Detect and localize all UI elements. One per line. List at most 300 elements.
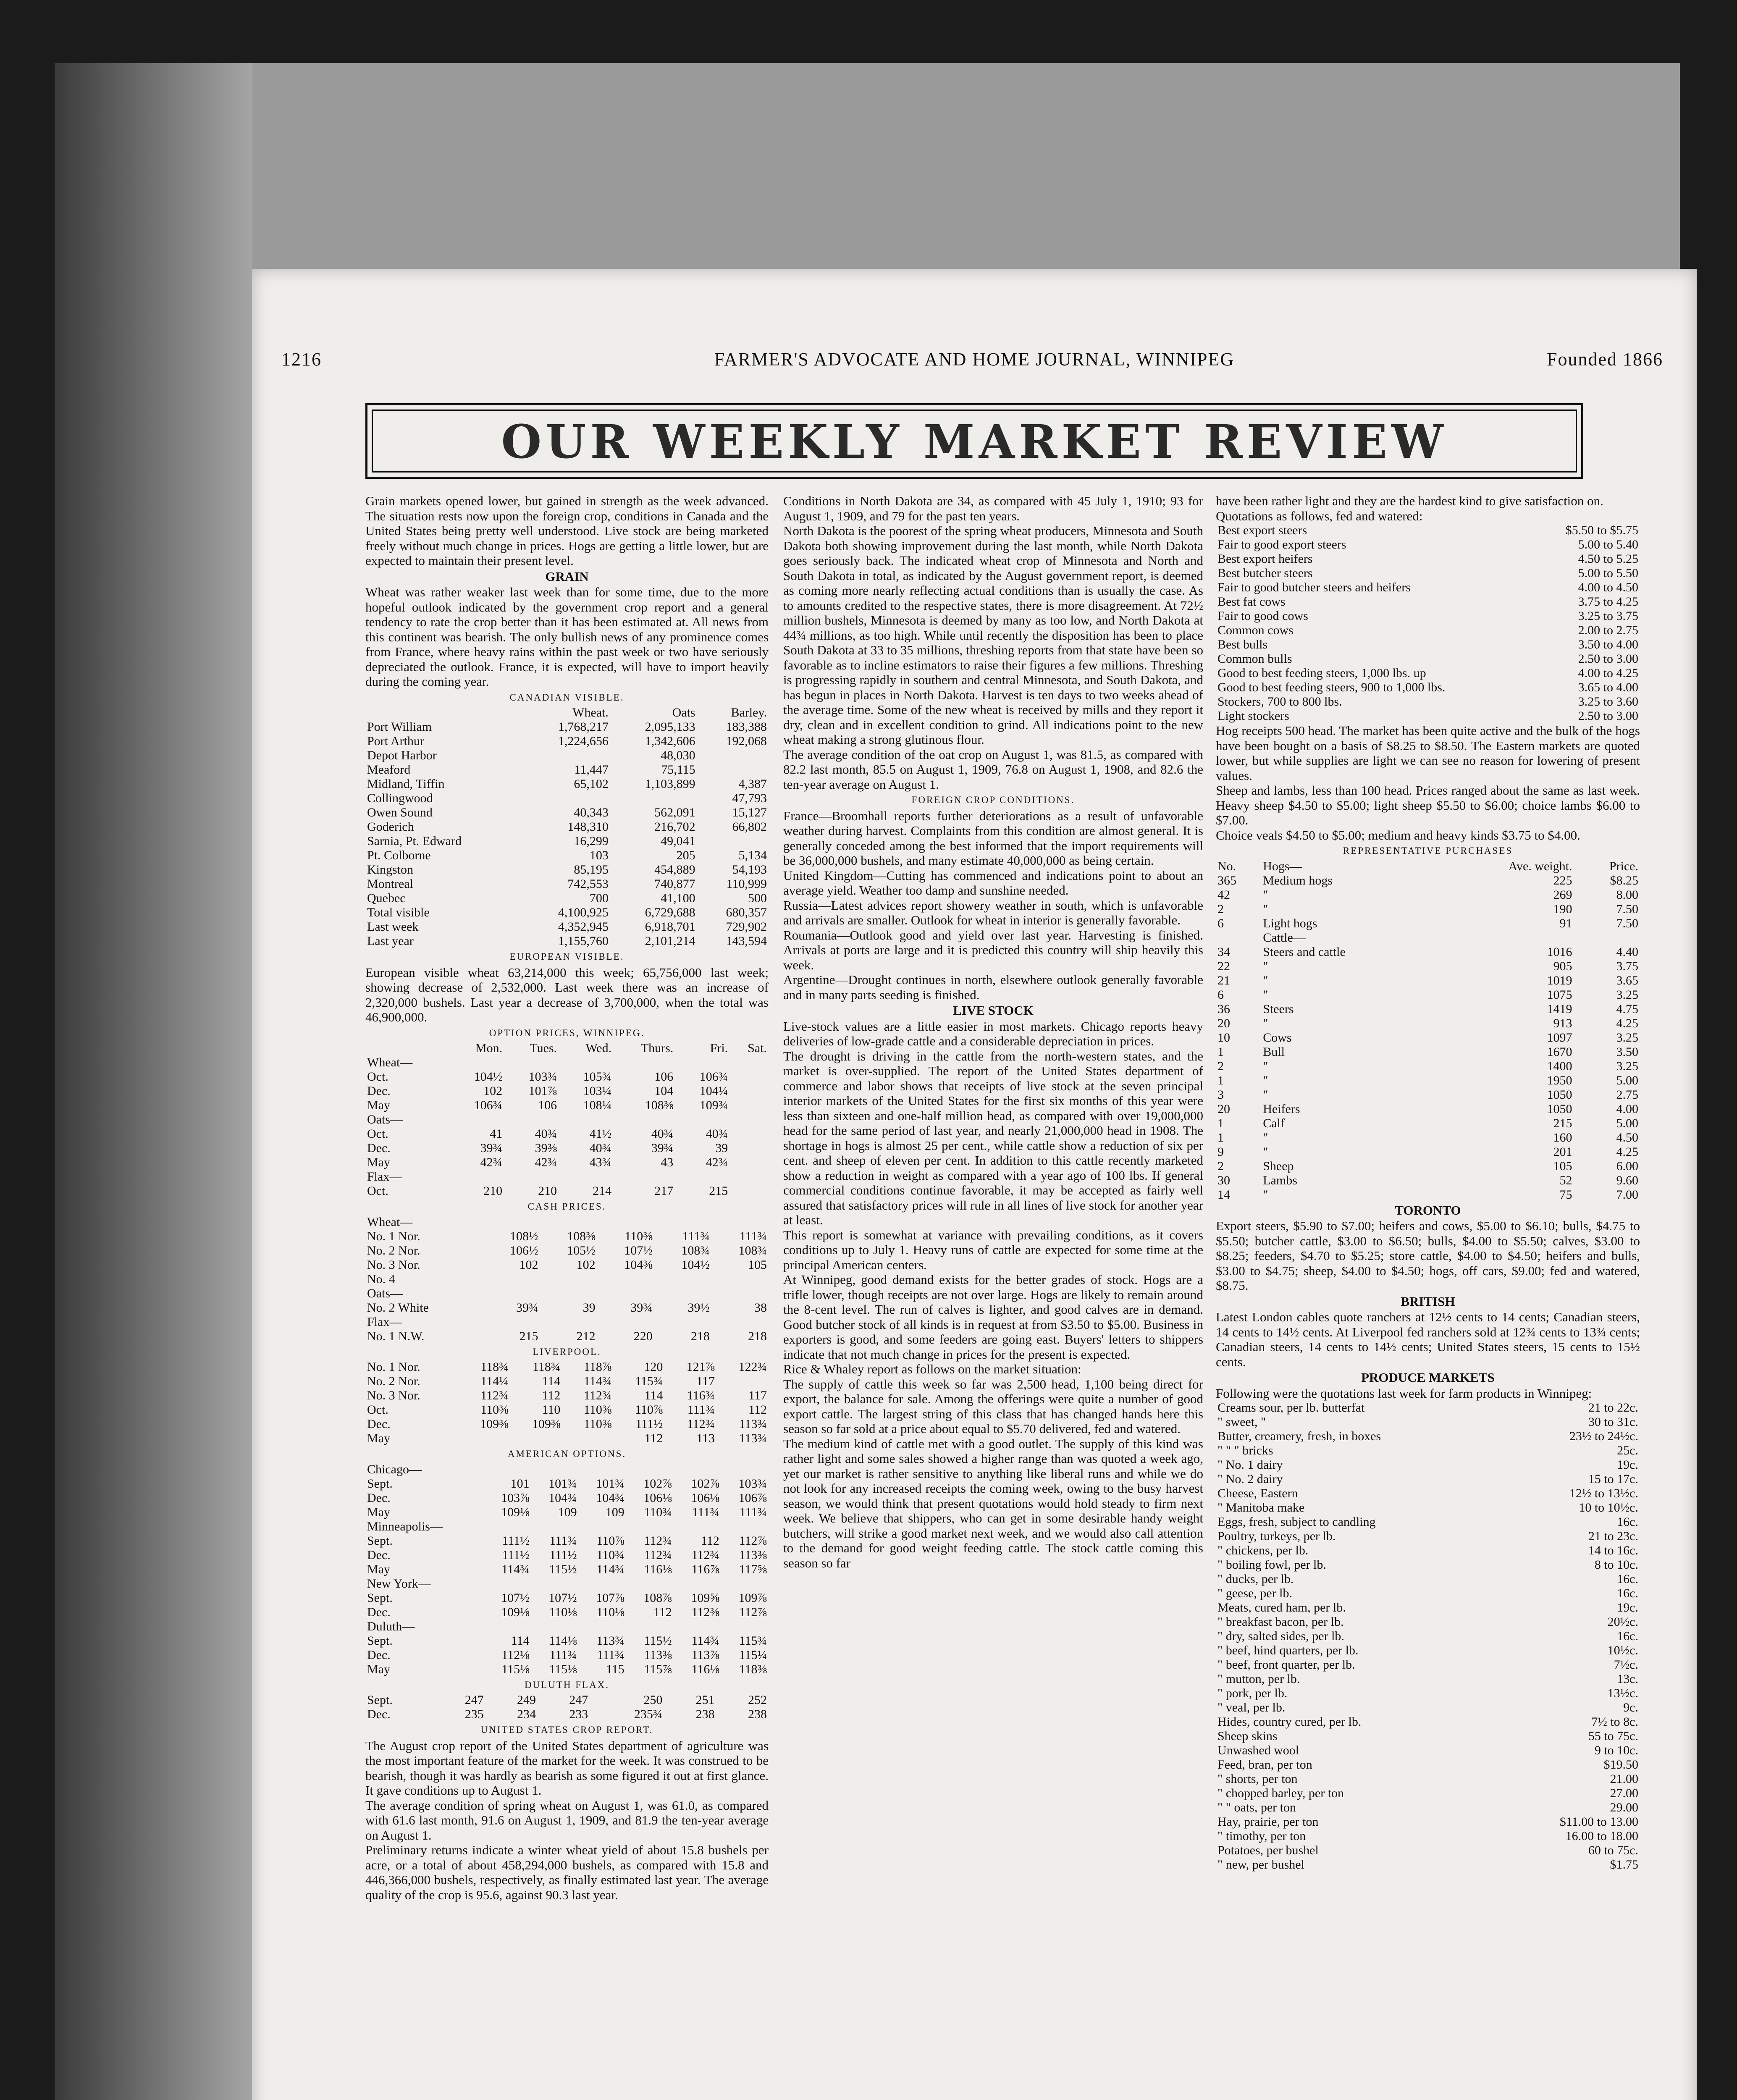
american-row — [365, 1648, 769, 1662]
cash-row-cell: 104⅜ — [624, 1257, 653, 1272]
cv-row-cell: 66,802 — [732, 820, 767, 834]
american-row-cell — [674, 1520, 721, 1534]
purchase-row-cell — [1574, 931, 1640, 945]
produce-row — [1216, 1458, 1640, 1472]
cv-row-cell: 700 — [589, 891, 609, 905]
purchase-row-cell: 1050 — [1547, 1102, 1572, 1116]
duluth-row-cell: 238 — [748, 1707, 767, 1721]
quote-row-cell: Fair to good butcher steers and heifers — [1217, 580, 1411, 594]
duluth-row-cell: Dec. — [367, 1707, 391, 1721]
american-options-table — [365, 1462, 769, 1677]
american-row-cell: 112⅜ — [691, 1605, 719, 1619]
op-row-cell: 106 — [654, 1070, 674, 1084]
cv-row-cell: Pt. Colborne — [367, 848, 431, 862]
cv-total-row-cell: 4,100,925 — [558, 906, 609, 919]
cv-row-cell: Meaford — [367, 763, 411, 777]
produce-row — [1216, 1786, 1640, 1801]
produce-row-cell: $1.75 — [1610, 1858, 1638, 1872]
cash-row-cell: 220 — [633, 1329, 653, 1343]
produce-row — [1216, 1429, 1640, 1444]
op-row-cell: 40¾ — [651, 1127, 674, 1141]
representative-purchases-heading: REPRESENTATIVE PURCHASES — [1343, 845, 1513, 856]
purchase-row-cell: $8.25 — [1610, 873, 1638, 887]
cv-row — [365, 877, 769, 891]
col2-paragraph: United Kingdom—Cutting has commenced and indications point to about an average yield. Weather too damp and sunshine needed. — [783, 868, 1203, 898]
american-row-cell — [484, 1620, 531, 1634]
op-row-cell — [613, 1113, 675, 1127]
page-number: 1216 — [281, 349, 322, 370]
purchase-row — [1216, 1045, 1640, 1059]
american-row-cell — [626, 1577, 674, 1591]
col2-paragraph: Rice & Whaley report as follows on the market situation: — [783, 1362, 1081, 1376]
produce-markets-heading: PRODUCE MARKETS — [1361, 1370, 1495, 1385]
cash-row-cell: 102 — [576, 1257, 596, 1272]
toronto-heading: TORONTO — [1395, 1202, 1461, 1218]
quote-row-cell: Fair to good export steers — [1217, 538, 1346, 551]
american-row-cell: 113⅞ — [691, 1648, 719, 1662]
cv-row-cell — [697, 834, 769, 848]
produce-row-cell: Sheep skins — [1217, 1729, 1278, 1743]
duluth-row-cell: 251 — [695, 1693, 715, 1707]
produce-row — [1216, 1658, 1640, 1672]
cash-row-cell: 108½ — [509, 1229, 538, 1243]
cash-row-cell: 215 — [519, 1329, 538, 1343]
purchase-row-cell: " — [1263, 1087, 1268, 1102]
purchase-row-cell: 20 — [1217, 1016, 1230, 1030]
cv-total-row-cell: 4,352,945 — [558, 920, 609, 934]
cash-row — [365, 1315, 769, 1329]
purchase-row-cell: 1670 — [1547, 1045, 1572, 1059]
cv-total-row-cell: 1,155,760 — [558, 934, 609, 948]
american-row — [365, 1462, 769, 1477]
purchase-row-cell: 7.00 — [1616, 1187, 1638, 1202]
american-row-cell: 112 — [653, 1605, 672, 1619]
produce-row-cell: Meats, cured ham, per lb. — [1217, 1601, 1346, 1614]
grain-paragraph: Wheat was rather weaker last week than for some time, due to the more hopeful outlook indicated by the government crop report and a general tendency to rate the crop better than it has been estimated at. All news from this continent was bearish. The only bullish news of any prominence comes from France, where heavy rains within the past week or two have seriously depreciated the outlook. France, it is expected, will have to import heavily during the coming year. — [365, 585, 769, 689]
cv-row-cell: 11,447 — [574, 763, 609, 777]
american-row — [365, 1620, 769, 1634]
cash-row-cell — [483, 1272, 540, 1286]
american-row-cell: 106⅛ — [691, 1491, 719, 1505]
cv-row-cell: Owen Sound — [367, 806, 433, 819]
purchase-row-cell: 34 — [1217, 945, 1230, 959]
quote-row-cell: Best fat cows — [1217, 595, 1286, 609]
col2-paragraph: The average condition of the oat crop on August 1, was 81.5, as compared with 82.2 last month, 85.5 on August 1, 1909, 76.8 on August 1, 1908, and 82.6 the ten-year average on August 1. — [783, 747, 1203, 792]
purchase-row — [1216, 874, 1640, 888]
european-visible-heading: EUROPEAN VISIBLE. — [509, 951, 624, 962]
purchase-row-cell: 3.25 — [1616, 1030, 1638, 1045]
liverpool-row-cell: 110⅞ — [635, 1403, 663, 1417]
duluth-row-cell: 247 — [569, 1693, 588, 1707]
cash-row-cell: No. 3 Nor. — [367, 1257, 420, 1272]
american-row-cell: 110¾ — [596, 1548, 624, 1562]
cv-row — [365, 863, 769, 877]
produce-row-cell: 23½ to 24½c. — [1569, 1429, 1638, 1443]
liverpool-row-cell: 114¾ — [584, 1374, 612, 1388]
produce-row — [1216, 1472, 1640, 1486]
cash-row-cell: Oats— — [367, 1286, 403, 1300]
cash-row-cell: 108¾ — [738, 1243, 767, 1257]
american-row-cell: 111½ — [502, 1533, 530, 1548]
american-row-cell: 117⅝ — [739, 1562, 767, 1576]
op-row-cell — [504, 1170, 559, 1184]
col2-paragraph: North Dakota is the poorest of the spring wheat producers, Minnesota and South Dakota both showing improvement during the last month, while North Dakota goes seriously back. The indicated wheat crop of Minnesota and North and South Dakota in total, as indicated by the August government report, is deemed as coming more nearly reflecting actual conditions than is usually the case. As to amounts credited to the respective states, there is more disagreement. At 72½ million bushels, Minnesota is deemed by many as too low, and North Dakota at 44¾ millions, as too high. While until recently the disposition has been to place South Dakota at 33 to 35 millions, threshing reports from that state have been so favorable as to incline estimators to raise their figures a few millions. Threshing is progressing rapidly in southern and central Minnesota, and South Dakota, and has begun in places in North Dakota. Harvest is ten days to two weeks ahead of the average time. Some of the new wheat is received by mills and they report it dry, clean and in excellent condition to grind. All indications point to the new wheat making a strong glutinous flour. — [783, 523, 1203, 747]
american-row — [365, 1491, 769, 1505]
quote-row — [1216, 609, 1640, 623]
cash-row — [365, 1215, 769, 1229]
op-row-cell: 41½ — [589, 1127, 612, 1141]
liverpool-row-cell: 112 — [542, 1389, 561, 1402]
purchase-row-cell: 7.50 — [1616, 916, 1638, 930]
purchase-row-cell: 52 — [1559, 1173, 1572, 1187]
produce-row-cell: " breakfast bacon, per lb. — [1217, 1615, 1344, 1629]
cash-row-cell: 110⅜ — [624, 1229, 653, 1243]
american-row-cell: 109⅝ — [691, 1591, 719, 1605]
purchase-row-cell: 1075 — [1547, 987, 1572, 1002]
cash-row-cell: No. 1 N.W. — [367, 1329, 425, 1343]
quote-row-cell: $5.50 to $5.75 — [1565, 523, 1638, 537]
purchase-row-cell: Cattle— — [1263, 930, 1306, 945]
cv-row-cell: 65,102 — [574, 777, 609, 791]
op-row-cell — [504, 1055, 559, 1070]
produce-table — [1216, 1401, 1640, 1872]
purchase-row-cell: 42 — [1217, 887, 1230, 902]
quote-row-cell: 3.65 to 4.00 — [1578, 680, 1638, 694]
col3-paragraph: have been rather light and they are the hardest kind to give satisfaction on. — [1216, 494, 1603, 508]
quote-row — [1216, 538, 1640, 552]
purchase-row — [1216, 1116, 1640, 1131]
american-row-cell — [579, 1520, 626, 1534]
cv-row-cell: 16,299 — [574, 834, 609, 848]
col2-paragraph: Russia—Latest advices report showery weather in south, which is unfavorable and arrivals are smaller. Outlook for wheat in interior is generally favorable. — [783, 898, 1203, 927]
purchase-row-cell: Steers — [1263, 1002, 1294, 1016]
purchase-row-cell: 1050 — [1547, 1087, 1572, 1102]
produce-row — [1216, 1529, 1640, 1544]
duluth-flax-table — [365, 1693, 769, 1722]
cash-row-cell — [711, 1272, 769, 1286]
liverpool-row-cell: Dec. — [367, 1417, 391, 1431]
american-row-cell — [721, 1520, 769, 1534]
produce-row-cell: " boiling fowl, per lb. — [1217, 1558, 1326, 1572]
produce-row — [1216, 1772, 1640, 1786]
produce-row — [1216, 1743, 1640, 1758]
cv-total-row-cell: Last year — [367, 934, 414, 948]
cash-row-cell — [483, 1286, 540, 1301]
op-row-cell: Oct. — [367, 1127, 388, 1141]
american-row-cell: 115¾ — [739, 1633, 767, 1648]
purchase-row — [1216, 1002, 1640, 1016]
american-row-cell: 114⅛ — [549, 1633, 577, 1648]
op-row — [365, 1170, 769, 1184]
op-row — [365, 1084, 769, 1098]
american-row-cell: New York— — [367, 1576, 431, 1591]
american-row-cell: 115⅛ — [549, 1662, 577, 1676]
american-row-cell: Dec. — [367, 1605, 391, 1619]
american-row-cell: 102⅞ — [643, 1476, 672, 1491]
american-row-cell: 111½ — [549, 1548, 577, 1562]
produce-row — [1216, 1858, 1640, 1872]
op-row-cell: 210 — [538, 1184, 557, 1198]
rp-col-header: Price. — [1609, 859, 1638, 873]
purchase-row-cell: " — [1263, 887, 1268, 902]
cv-row-cell: 40,343 — [574, 806, 609, 819]
purchase-row-cell: 9 — [1217, 1144, 1224, 1159]
cash-row-cell — [540, 1272, 597, 1286]
purchase-row — [1216, 1074, 1640, 1088]
cv-row-cell: 1,342,606 — [645, 734, 695, 748]
produce-row-cell: 14 to 16c. — [1588, 1544, 1638, 1557]
purchase-row — [1216, 931, 1640, 945]
cv-row — [365, 791, 769, 806]
american-row-cell: 114¾ — [691, 1633, 719, 1648]
purchase-row-cell: " — [1263, 1059, 1268, 1073]
quote-row-cell: Light stockers — [1217, 709, 1289, 723]
cv-row-cell: 742,553 — [567, 877, 609, 891]
liverpool-row-cell: No. 3 Nor. — [367, 1389, 420, 1402]
liverpool-row-cell: 113 — [696, 1431, 715, 1445]
produce-row-cell: 27.00 — [1610, 1786, 1638, 1800]
cv-row-cell — [523, 748, 610, 763]
op-row-cell: 210 — [483, 1184, 503, 1198]
purchase-row — [1216, 916, 1640, 931]
purchase-row — [1216, 1145, 1640, 1159]
cash-row — [365, 1329, 769, 1344]
american-row-cell — [484, 1520, 531, 1534]
produce-row-cell: 16c. — [1617, 1515, 1638, 1529]
purchase-row-cell: " — [1263, 1187, 1268, 1202]
cv-row-cell — [697, 763, 769, 777]
american-row-cell: 112 — [701, 1533, 719, 1548]
cash-row — [365, 1244, 769, 1258]
produce-row-cell: " " oats, per ton — [1217, 1801, 1296, 1814]
op-row-cell: 102 — [483, 1084, 503, 1098]
op-row-cell — [613, 1170, 675, 1184]
produce-row-cell: Eggs, fresh, subject to candling — [1217, 1515, 1376, 1529]
purchase-row-cell: 4.75 — [1616, 1002, 1638, 1016]
liverpool-row-cell — [510, 1431, 562, 1446]
purchase-row-cell: 6.00 — [1616, 1159, 1638, 1173]
purchase-row-cell: 4.00 — [1616, 1102, 1638, 1116]
american-row-cell: May — [367, 1662, 390, 1676]
quote-row-cell: Fair to good cows — [1217, 609, 1308, 623]
cv-row-cell: 740,877 — [654, 877, 695, 891]
produce-row-cell: 25c. — [1617, 1444, 1638, 1457]
duluth-row-cell: 235¾ — [634, 1707, 663, 1721]
op-row — [365, 1055, 769, 1070]
duluth-row-cell: 250 — [643, 1693, 663, 1707]
liverpool-row-cell: 110 — [542, 1403, 561, 1417]
american-row-cell: 101¾ — [548, 1476, 577, 1491]
purchase-row-cell: 2 — [1217, 1159, 1224, 1173]
purchase-row-cell: 14 — [1217, 1187, 1230, 1202]
cash-row-cell — [540, 1315, 597, 1329]
purchase-row-cell: Light hogs — [1263, 916, 1317, 930]
liverpool-row-cell: 113¾ — [739, 1431, 767, 1445]
american-row-cell: 109⅛ — [501, 1505, 530, 1519]
cv-total-row-cell: 6,918,701 — [645, 920, 695, 934]
american-row-cell: 104¾ — [596, 1491, 624, 1505]
purchase-row-cell: " — [1263, 1144, 1268, 1159]
purchase-row-cell: 3.50 — [1616, 1045, 1638, 1059]
col2-paragraph: Conditions in North Dakota are 34, as compared with 45 July 1, 1910; 93 for August 1, 1909, and 79 for the past ten years. — [783, 494, 1203, 523]
quote-row — [1216, 666, 1640, 680]
american-row-cell: 103¾ — [738, 1476, 767, 1491]
op-col-header: Fri. — [710, 1041, 728, 1055]
cash-row-cell: 105½ — [567, 1243, 596, 1257]
american-row-cell — [579, 1620, 626, 1634]
cv-row-cell: Montreal — [367, 877, 413, 891]
liverpool-row-cell: 121⅞ — [686, 1360, 715, 1374]
liverpool-row-cell: 116¾ — [687, 1389, 715, 1402]
cash-row-cell: 108⅜ — [567, 1229, 596, 1243]
purchase-row-cell: 913 — [1553, 1016, 1572, 1030]
liverpool-row-cell: 111¾ — [687, 1403, 715, 1417]
op-row-cell: Oct. — [367, 1184, 388, 1198]
quote-row — [1216, 566, 1640, 580]
purchase-row-cell: 2 — [1217, 1059, 1224, 1073]
american-row-cell: 109 — [605, 1505, 624, 1519]
cash-row-cell: 218 — [690, 1329, 710, 1343]
purchase-row-cell: Steers and cattle — [1263, 945, 1346, 959]
cv-col-header: Oats — [672, 706, 695, 719]
american-row-cell: 115½ — [644, 1633, 672, 1648]
op-row-cell: 42¾ — [480, 1155, 503, 1169]
cash-row — [365, 1258, 769, 1272]
purchase-row-cell: 215 — [1553, 1116, 1572, 1130]
liverpool-row-cell: No. 2 Nor. — [367, 1374, 420, 1388]
purchase-row-cell: 6 — [1217, 987, 1224, 1002]
cash-row-cell — [540, 1215, 597, 1229]
purchase-row-cell: " — [1263, 902, 1268, 916]
quote-row — [1216, 552, 1640, 566]
intro-paragraph: Grain markets opened lower, but gained in strength as the week advanced. The situation rests now upon the foreign crop, conditions in Canada and the United States being pretty well understood. Live stock are being marketed freely without much change in prices. Hogs are getting a little lower, but are expected to maintain their present level. — [365, 494, 769, 568]
liverpool-row-cell: 112¾ — [584, 1389, 612, 1402]
duluth-row-cell: 247 — [464, 1693, 484, 1707]
cv-row-cell: 216,702 — [654, 820, 695, 834]
produce-row — [1216, 1729, 1640, 1743]
purchase-row-cell: 3.25 — [1616, 1059, 1638, 1073]
purchase-row — [1216, 945, 1640, 959]
cv-total-row-cell: 2,101,214 — [645, 934, 695, 948]
american-row-cell: 112⅞ — [739, 1533, 767, 1548]
cash-row-cell: 104½ — [681, 1257, 710, 1272]
produce-row-cell: 55 to 75c. — [1588, 1729, 1638, 1743]
produce-row-cell: " chickens, per lb. — [1217, 1544, 1309, 1557]
purchase-row-cell: 365 — [1217, 873, 1236, 887]
american-row-cell: 112¾ — [691, 1548, 719, 1562]
quote-row-cell: Good to best feeding steers, 1,000 lbs. up — [1217, 666, 1426, 680]
purchase-row-cell: " — [1263, 973, 1268, 987]
op-col-header: Thurs. — [640, 1041, 674, 1055]
produce-row-cell: " shorts, per ton — [1217, 1772, 1298, 1786]
produce-row — [1216, 1686, 1640, 1701]
cv-row-cell — [697, 748, 769, 763]
purchase-row-cell: Bull — [1263, 1045, 1285, 1059]
canadian-visible-heading: CANADIAN VISIBLE. — [509, 692, 624, 703]
american-row-cell: Chicago— — [367, 1462, 422, 1476]
quote-row — [1216, 623, 1640, 638]
purchase-row-cell: 1 — [1217, 1130, 1224, 1144]
purchase-row — [1216, 1031, 1640, 1045]
american-row-cell: 107½ — [548, 1591, 577, 1605]
op-row-cell: 215 — [709, 1184, 728, 1198]
us-crop-paragraph: Preliminary returns indicate a winter wheat yield of about 15.8 bushels per acre, or a total of about 458,294,000 bushels, as compared with 15.8 and 446,366,000 bushels, respectively, as finally estimated last year. The average quality of the crop is 95.6, against 90.3 last year. — [365, 1843, 769, 1902]
purchase-row-cell: 91 — [1559, 916, 1572, 930]
purchase-row-cell: 225 — [1553, 873, 1572, 887]
american-row-cell — [674, 1577, 721, 1591]
cash-row — [365, 1286, 769, 1301]
cash-row-cell — [654, 1215, 711, 1229]
duluth-row-cell: 238 — [695, 1707, 715, 1721]
american-row-cell: 109⅞ — [738, 1591, 767, 1605]
purchase-row-cell: 3.65 — [1616, 973, 1638, 987]
quote-row-cell: 3.25 to 3.75 — [1578, 609, 1638, 623]
american-row-cell: 114¾ — [596, 1562, 624, 1576]
op-row-cell: 42¾ — [706, 1155, 728, 1169]
cash-row-cell — [597, 1215, 654, 1229]
cash-row-cell: No. 2 White — [367, 1300, 429, 1315]
american-row-cell — [721, 1620, 769, 1634]
produce-row-cell: $11.00 to 13.00 — [1559, 1815, 1638, 1829]
produce-row — [1216, 1444, 1640, 1458]
liverpool-row-cell: 114 — [644, 1389, 663, 1402]
cash-prices-heading: CASH PRICES. — [527, 1201, 606, 1212]
op-row-cell: 41 — [490, 1127, 503, 1141]
produce-row-cell: 30 to 31c. — [1588, 1415, 1638, 1429]
liverpool-row-cell: 112 — [748, 1403, 767, 1417]
produce-row-cell: Hay, prairie, per ton — [1217, 1815, 1319, 1829]
produce-row — [1216, 1715, 1640, 1729]
col2-paragraph: The medium kind of cattle met with a good outlet. The supply of this kind was rather light and some sales showed a higher range than was quoted a week ago, yet our market is rather sensitive to anything like liberal runs and while we do not look for any increased receipts the coming week, owing to the busy harvest season, we would think that present quotations would hold steady to firm next week. We believe that shippers, who can get in some desirable handy weight butchers, will strike a good market next week, and we would also call attention to the demand for good weight feeding cattle. The stock cattle coming this season so far — [783, 1436, 1203, 1570]
op-row-cell: 39 — [715, 1141, 728, 1155]
cv-totals — [365, 906, 769, 948]
purchase-row — [1216, 1131, 1640, 1145]
american-row-cell: 111¾ — [597, 1648, 624, 1662]
american-row-cell: 110⅛ — [549, 1605, 577, 1619]
quote-row-cell: 4.00 to 4.25 — [1578, 666, 1638, 680]
cv-total-row — [365, 906, 769, 920]
op-row-cell: Dec. — [367, 1084, 391, 1098]
cv-total-row-cell: Last week — [367, 920, 419, 934]
cash-row — [365, 1272, 769, 1286]
op-row-cell: 40¾ — [589, 1141, 612, 1155]
op-row-cell: 39⅜ — [535, 1141, 557, 1155]
produce-row — [1216, 1629, 1640, 1643]
purchase-row — [1216, 988, 1640, 1002]
cash-row-cell: Flax— — [367, 1315, 402, 1329]
cash-row-cell: 111¾ — [682, 1229, 710, 1243]
op-row-cell: 106 — [538, 1098, 557, 1112]
col3-paragraph: Hog receipts 500 head. The market has been quite active and the bulk of the hogs have been bought on a basis of $8.25 to $8.50. The Eastern markets are quoted lower, but while supplies are light we can see no reason for lowering of present values. — [1216, 723, 1640, 783]
cash-row — [365, 1301, 769, 1315]
cash-row-cell: 107½ — [624, 1243, 653, 1257]
cv-row-cell: 47,793 — [732, 791, 767, 805]
american-row-cell: 115⅞ — [644, 1662, 672, 1676]
purchase-row-cell: 6 — [1217, 916, 1224, 930]
purchase-row-cell: 5.00 — [1616, 1116, 1638, 1130]
op-row-cell — [504, 1113, 559, 1127]
liverpool-row — [365, 1389, 769, 1403]
op-row-cell: 105¾ — [583, 1070, 612, 1084]
quote-row — [1216, 652, 1640, 666]
cv-row — [365, 777, 769, 791]
american-row-cell — [484, 1462, 531, 1477]
produce-row-cell: 21 to 23c. — [1588, 1529, 1638, 1543]
purchase-row-cell: 1419 — [1547, 1002, 1572, 1016]
liverpool-row-cell — [458, 1431, 510, 1446]
op-row-cell — [449, 1170, 504, 1184]
liverpool-row — [365, 1431, 769, 1446]
